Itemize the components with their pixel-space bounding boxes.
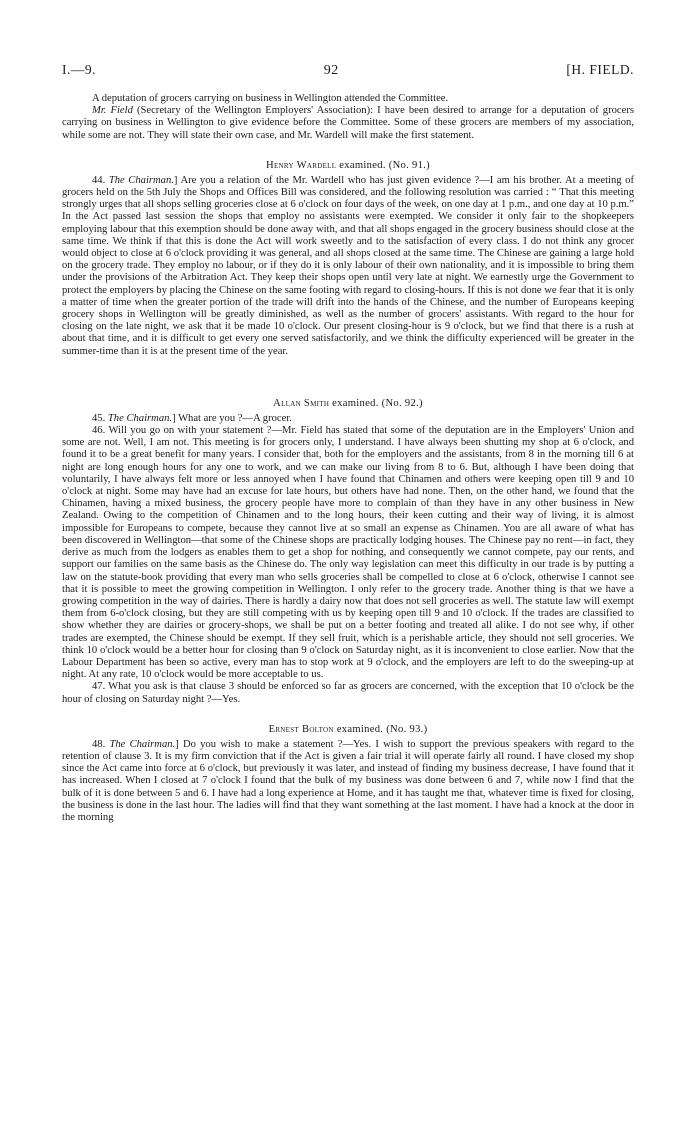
paragraph-text: ] Are you a relation of the Mr. Wardell who has just given evidence ?—I am his brother. At a meeting of grocers held on the 5th July the Shops and Offices Bill was considered, and the following resolution was carried : “ That this meeting strongly urges that all shops selling groceries close at 6 o'clock on four days of the week, on one day at 1 p.m., and one day at 10 p.m.” In the Act passed last session the shops that employ no assistants were exempted. We consider it only fair to the shopkeepers employing labour that this exemption should be done away with, and that all shops engaged in the grocery business should close at the same time. We think if that this is done the Act will work sweetly and to the satisfaction of every class. I do not think any grocer would object to close at 6 o'clock providing it was general, and all shops closed at the same time. The Chinese are gaining a large hold on the grocery trade. They employ no labour, or if they do it is only labour of their own nationality, and it is impossible to bring them under the provisions of the Arbitration Act. They keep their shops open until very late at night. We earnestly urge the Government to protect the employers by placing the Chinese on the same footing with regard to closing-hours. If this is not done we fear that it is only a matter of time when the greater portion of the trade will drift into the hands of the Chinese, and the number of Europeans keeping grocery shops in Wellington will be greatly diminished, as well as the number of grocers' assistants. With regard to the hour for closing on the late night, we ask that it be made 10 o'clock. Our present closing-hour is 9 o'clock, but we find that there is a rush at about that time, and it is difficult to get every one served satisfactorily, and we think the difficulty experienced will be greater in the summer-time than it is at the present time of the year. — [62, 174, 634, 357]
speaker-name: Mr. Field — [92, 105, 133, 117]
examined-label: examined. (No. 93.) — [336, 723, 428, 735]
paragraph-text: (Secretary of the Wellington Employers' Association): I have been desired to arrange for a deputation of grocers carrying on business in Wellington to give evidence before the Committee. Some of these grocers are members of my association, while some are not. They will state their own case, and Mr. Wardell will make the first statement. — [62, 105, 634, 141]
paragraph-text: Will you go on with your statement ?—Mr. Field has stated that some of the deputation are in the Employers' Union and some are not. Well, I am not. This meeting is for grocers only, I understand. I have always been shutting my shop at 6 o'clock, and found it to be a great benefit for many years. I consider that, both for the employers and the assistants, from 8 in the morning till 6 at night are long enough hours for any one to work, and we can make our living from 8 to 6. But, although I have been doing that voluntarily, I have always felt more or less annoyed when I have found that Chinamen and others were keeping open till 9 and 10 o'clock at night. Some may have had an excuse for late hours, but others have had none. Then, on the other hand, we found that the Chinamen, having a mixed business, the grocery people have more to complain of than they have in any other business in New Zealand. Owing to the competition of Chinamen and to the long hours, their keen cutting and their way of living, it is almost impossible for Europeans to compete, because they cannot live at so small an expense as Chinamen. You are all aware of what has been discovered in Wellington—that some of the Chinese shops are practically lodging houses. The Chinese pay no rent—in fact, they derive as much from the lodgers as enables them to get a shop for nothing, and consequently we cannot compete, pay our rents, and support our families on the same basis as the Chinese do. The only way legislation can meet this difficulty in our trade is by putting a law on the statute-book providing that every man who sells groceries shall be compelled to close at 6 o'clock, otherwise I cannot see that it is possible to meet the growing competition in Wellington. I only refer to the grocery trade. Another thing is that we have a growing competition in the way of dairies. There is hardly a dairy now that does not sell groceries as well. The statute law will exempt them from 6-o'clock closing, but they are still competing with us by keeping open till 9 and 10 o'clock. If the trades are classified to show whether they are dairies or grocery-shops, we shall be put on a better footing and treated all alike. I do not see why, if other trades are exempted, the Chinese should be exempt. If they sell fruit, which is a perishable article, they should not sell groceries. We think 10 o'clock would be a better hour for closing than 9 o'clock on Saturday night, as it is inconvenient to close earlier. Now that the Labour Department has been so active, every man has to stop work at 9 o'clock, and the employers are left to do the sweeping-up at night. At any rate, 10 o'clock would be more acceptable to us. — [62, 425, 634, 681]
witness-name: Allan Smith — [273, 397, 330, 409]
header-right: [H. FIELD. — [566, 62, 634, 77]
paragraph-text: What you ask is that clause 3 should be enforced so far as grocers are concerned, with the exception that 10 o'clock be the hour of closing on Saturday night ?—Yes. — [62, 681, 634, 705]
question-number: 46. — [92, 425, 106, 437]
section-heading — [62, 160, 634, 171]
evidence-paragraph — [62, 175, 634, 358]
speaker-name: The Chairman. — [108, 174, 174, 186]
witness-name: Henry Wardell — [266, 159, 337, 171]
document-page — [62, 62, 634, 824]
header-left: I.—9. — [62, 62, 96, 77]
witness-name: Ernest Bolton — [268, 723, 334, 735]
examined-label: examined. (No. 92.) — [332, 397, 423, 409]
intro-paragraph: A deputation of grocers carrying on business in Wellington attended the Committee. — [92, 93, 449, 104]
intro-field-paragraph — [62, 105, 634, 142]
examined-label: examined. (No. 91.) — [339, 159, 430, 171]
evidence-paragraph — [62, 681, 634, 705]
question-number: 44. — [92, 174, 106, 186]
section-heading — [62, 724, 634, 735]
paragraph-text: ] What are you ?—A grocer. — [172, 412, 292, 424]
paragraph-text: ] Do you wish to make a statement ?—Yes. I wish to support the previous speakers with regard to the retention of clause 3. It is my firm conviction that if the Act is given a fair trial it will operate fairly all round. I have closed my shop since the Act came into force at 6 o'clock, but previously it was later, and instead of finding my business decrease, I have found that it has increased. When I closed at 7 o'clock I found that the bulk of my business was done between 6 and 7, while now I find that the bulk of it is done between 5 and 6. I have had a long experience at Home, and it has taught me that, whatever time is fixed for closing, the business is done in the last hour. The ladies will find that they want something at the last moment. I have had a knock at the door in the morning — [62, 738, 634, 823]
question-number: 48. — [92, 738, 106, 750]
question-number: 45. — [92, 412, 106, 424]
page-number: 92 — [323, 63, 339, 78]
question-number: 47. — [92, 681, 106, 693]
section-heading — [62, 398, 634, 409]
speaker-name: The Chairman. — [107, 412, 173, 424]
speaker-name: The Chairman. — [109, 738, 176, 750]
running-header — [62, 62, 634, 79]
evidence-paragraph — [62, 413, 634, 425]
evidence-paragraph — [62, 425, 634, 681]
evidence-paragraph — [62, 739, 634, 824]
